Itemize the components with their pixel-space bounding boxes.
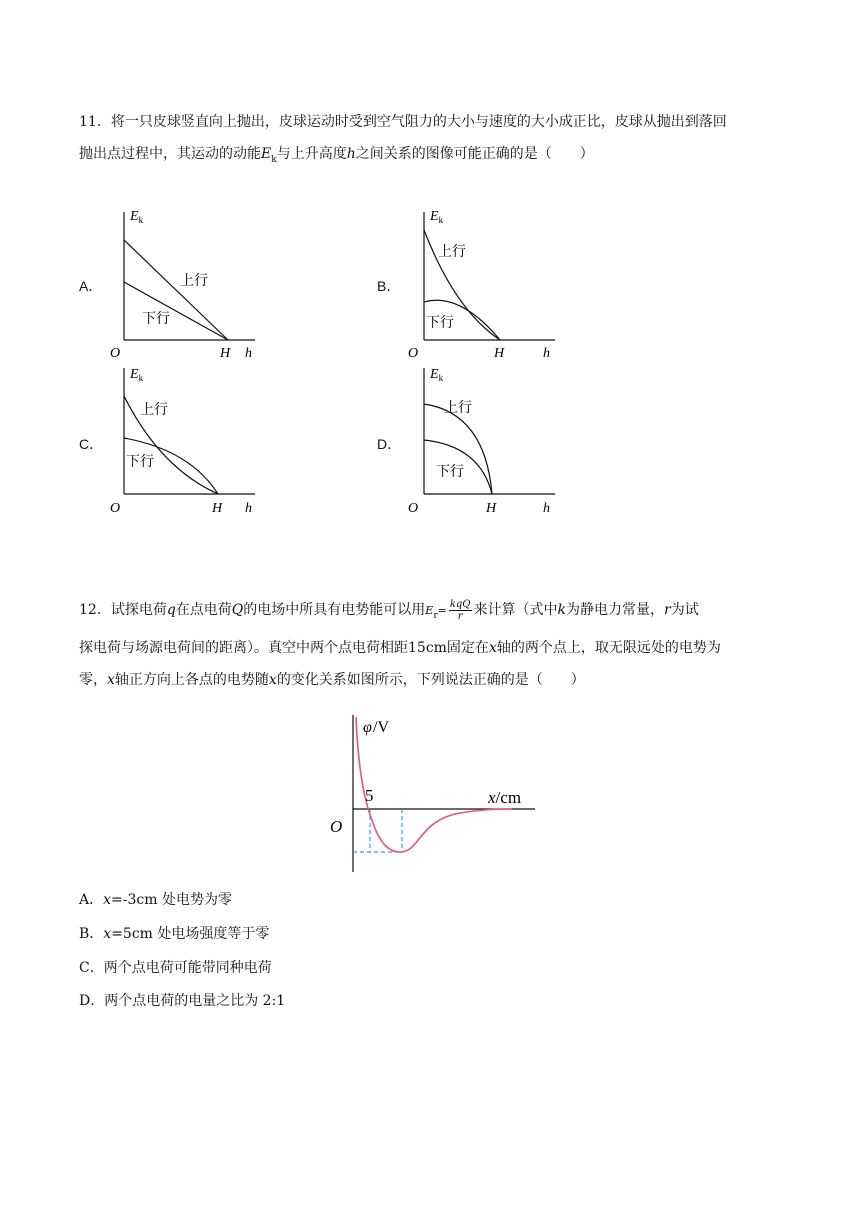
graph-b <box>400 200 570 365</box>
x-axis-label: x/cm <box>488 788 522 807</box>
origin-label: O <box>408 501 419 516</box>
x-axis-label: h <box>245 501 252 516</box>
downward-label: 下行 <box>426 316 454 331</box>
downward-label: 下行 <box>142 312 170 327</box>
y-axis-label: $E_k$ <box>430 209 444 225</box>
x-mark-label: H <box>212 501 223 516</box>
downward-label: 下行 <box>436 465 464 480</box>
q12-line3: 零，x轴正方向上各点的电势随x的变化关系如图所示，下列说法正确的是（ ） <box>79 671 585 688</box>
q11-option-c-label[interactable]: C． <box>79 436 104 452</box>
upward-label: 上行 <box>140 403 168 418</box>
y-axis-label: $E_k$ <box>130 367 144 383</box>
question-11 <box>79 106 779 176</box>
mark-5: 5 <box>365 786 374 805</box>
formula-fraction: $\frac{\text{kqQ}}{r}$ <box>449 598 471 622</box>
q11-line1: 11．将一只皮球竖直向上抛出，皮球运动时受到空气阻力的大小与速度的大小成正比，皮球从抛出到落回 <box>79 114 727 130</box>
q11-option-b-label[interactable]: B． <box>377 278 401 294</box>
x-mark-label: H <box>220 346 231 361</box>
q11-option-a-label[interactable]: A． <box>79 278 103 294</box>
q12-line2: 探电荷与场源电荷间的距离）。真空中两个点电荷相距15cm固定在x轴的两个点上，取无限远处的电势为 <box>79 639 721 656</box>
q12-answer-c[interactable]: C．两个点电荷可能带同种电荷 <box>79 960 272 976</box>
upward-label: 上行 <box>444 401 472 416</box>
graph-d <box>400 358 570 523</box>
y-axis-unit: /V <box>373 719 389 736</box>
q11-line2: 抛出点过程中，其运动的动能$E_k$与上升高度h之间关系的图像可能正确的是（ ） <box>79 146 594 165</box>
y-axis-label: $E_k$ <box>430 367 444 383</box>
upward-curve <box>124 240 228 340</box>
origin-label: O <box>408 346 419 361</box>
q11-option-d-label[interactable]: D． <box>377 436 402 452</box>
y-axis-label: $E_k$ <box>130 209 144 225</box>
upward-label: 上行 <box>438 245 466 260</box>
upward-label: 上行 <box>180 274 208 289</box>
q12-answer-b[interactable]: B．x=5cm 处电场强度等于零 <box>79 926 270 942</box>
question-12 <box>79 594 779 696</box>
potential-curve <box>356 717 512 852</box>
y-axis-label: φ <box>363 719 372 736</box>
x-axis-label: h <box>543 501 550 516</box>
x-axis-label: h <box>543 346 550 361</box>
q12-line1: 12．试探电荷q在点电荷Q的电场中所具有电势能可以用$E_r=$ $\frac{\text{kqQ}}{r}$ 来计算（式中k为静电力常量，r为试 <box>79 598 699 622</box>
q12-answer-a[interactable]: A．x=-3cm 处电势为零 <box>79 892 232 908</box>
downward-label: 下行 <box>126 455 154 470</box>
x-mark-label: H <box>486 501 497 516</box>
x-mark-label: H <box>494 346 505 361</box>
potential-graph <box>320 705 540 880</box>
upward-curve <box>124 396 218 494</box>
q12-answer-d[interactable]: D．两个点电荷的电量之比为 2:1 <box>79 993 286 1009</box>
origin-label: O <box>110 501 121 516</box>
x-axis-label: h <box>245 346 252 361</box>
graph-c <box>100 358 270 523</box>
graph-a <box>100 200 270 365</box>
origin-label: O <box>110 346 121 361</box>
origin-label: O <box>330 817 343 836</box>
